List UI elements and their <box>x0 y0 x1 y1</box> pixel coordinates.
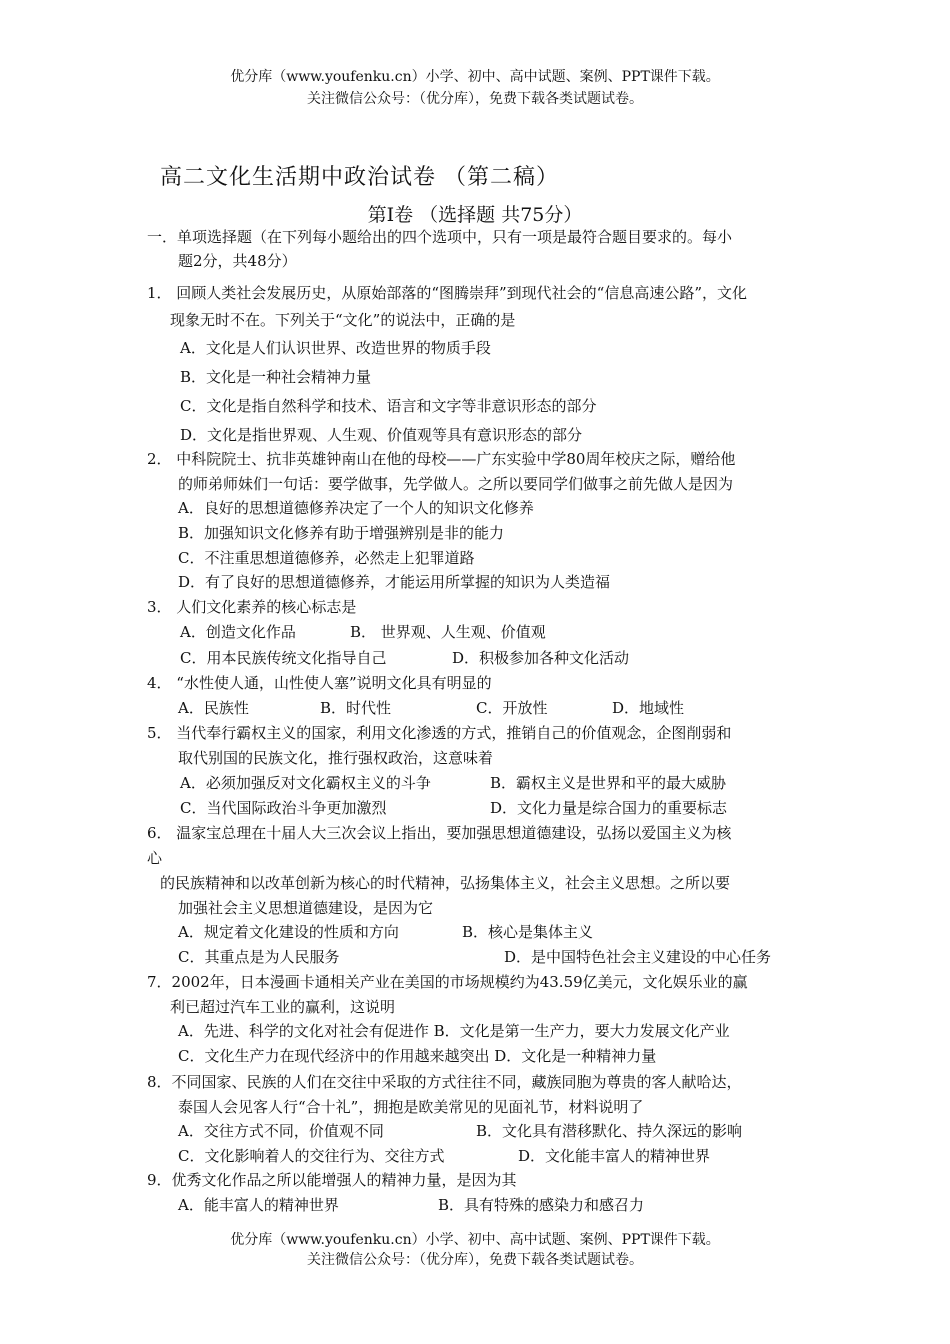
q6-option-c: C．其重点是为人民服务 <box>178 948 340 966</box>
q7-stem: 7．2002年，日本漫画卡通相关产业在美国的市场规模约为43.59亿美元，文化娱乐业的赢 <box>147 973 748 991</box>
q8-option-a: A．交往方式不同，价值观不同 <box>178 1122 384 1140</box>
q7-options-ab: A．先进、科学的文化对社会有促进作 B．文化是第一生产力，要大力发展文化产业 <box>178 1022 730 1040</box>
q2-stem: 2． 中科院院士、抗非英雄钟南山在他的母校——广东实验中学80周年校庆之际，赠给他 <box>147 450 736 468</box>
q5-option-d: D．文化力量是综合国力的重要标志 <box>490 799 728 817</box>
q8-stem-cont: 泰国人会见客人行“合十礼”，拥抱是欧美常见的见面礼节，材料说明了 <box>178 1098 644 1116</box>
header-line-1: 优分库（www.youfenku.cn）小学、初中、高中试题、案例、PPT课件下载。 <box>230 69 720 85</box>
q3-option-a: A．创造文化作品 <box>180 623 296 641</box>
q6-stem: 6． 温家宝总理在十届人大三次会议上指出，要加强思想道德建设，弘扬以爱国主义为核 <box>147 824 732 842</box>
q8-option-d: D．文化能丰富人的精神世界 <box>518 1147 711 1165</box>
q1-option-b: B．文化是一种社会精神力量 <box>180 368 372 386</box>
header-line-2: 关注微信公众号：（优分库），免费下载各类试题试卷。 <box>307 91 643 107</box>
q2-stem-cont: 的师弟师妹们一句话：要学做事，先学做人。之所以要同学们做事之前先做人是因为 <box>178 475 734 493</box>
q5-stem-cont: 取代别国的民族文化，推行强权政治，这意味着 <box>178 749 494 767</box>
section-instruction-cont: 题2分，共48分） <box>178 252 297 270</box>
q8-stem: 8．不同国家、民族的人们在交往中采取的方式往往不同，藏族同胞为尊贵的客人献哈达， <box>147 1073 742 1091</box>
q6-option-d: D．是中国特色社会主义建设的中心任务 <box>504 948 772 966</box>
q8-option-c: C．文化影响着人的交往行为、交往方式 <box>178 1147 445 1165</box>
q4-option-d: D．地域性 <box>612 699 685 717</box>
q7-stem-cont: 利已超过汽车工业的赢利，这说明 <box>170 998 396 1016</box>
part-title: 第Ⅰ卷 （选择题 共75分） <box>367 204 583 226</box>
q4-option-b: B．时代性 <box>320 699 392 717</box>
q1-option-a: A．文化是人们认识世界、改造世界的物质手段 <box>180 339 491 357</box>
q5-option-b: B．霸权主义是世界和平的最大威胁 <box>490 774 727 792</box>
q2-option-b: B．加强知识文化修养有助于增强辨别是非的能力 <box>178 524 505 542</box>
q4-option-a: A．民族性 <box>178 699 249 717</box>
q2-option-d: D．有了良好的思想道德修养，才能运用所掌握的知识为人类造福 <box>178 573 611 591</box>
q7-options-cd: C．文化生产力在现代经济中的作用越来越突出 D．文化是一种精神力量 <box>178 1047 657 1065</box>
q4-stem: 4． “水性使人通，山性使人塞”说明文化具有明显的 <box>147 674 492 692</box>
q2-option-c: C．不注重思想道德修养，必然走上犯罪道路 <box>178 549 475 567</box>
q8-option-b: B．文化具有潜移默化、持久深远的影响 <box>476 1122 743 1140</box>
q6-option-b: B．核心是集体主义 <box>462 923 594 941</box>
q6-option-a: A．规定着文化建设的性质和方向 <box>178 923 399 941</box>
q9-option-a: A．能丰富人的精神世界 <box>178 1196 339 1214</box>
q3-option-d: D．积极参加各种文化活动 <box>452 649 630 667</box>
q3-option-c: C．用本民族传统文化指导自己 <box>180 649 387 667</box>
footer-line-2: 关注微信公众号：（优分库），免费下载各类试题试卷。 <box>307 1252 643 1268</box>
q1-option-d: D．文化是指世界观、人生观、价值观等具有意识形态的部分 <box>180 426 583 444</box>
q3-option-b: B． 世界观、人生观、价值观 <box>350 623 546 641</box>
q6-stem-wrap: 心 <box>147 849 163 867</box>
q6-stem-cont-2: 加强社会主义思想道德建设，是因为它 <box>178 899 434 917</box>
q1-stem-cont: 现象无时不在。下列关于“文化”的说法中，正确的是 <box>170 311 516 329</box>
q2-option-a: A．良好的思想道德修养决定了一个人的知识文化修养 <box>178 499 534 517</box>
q4-option-c: C．开放性 <box>476 699 548 717</box>
q1-stem: 1． 回顾人类社会发展历史，从原始部落的“图腾崇拜”到现代社会的“信息高速公路”，文化 <box>147 284 747 302</box>
footer-line-1: 优分库（www.youfenku.cn）小学、初中、高中试题、案例、PPT课件下载。 <box>230 1232 720 1248</box>
q1-option-c: C．文化是指自然科学和技术、语言和文字等非意识形态的部分 <box>180 397 597 415</box>
q9-option-b: B．具有特殊的感染力和感召力 <box>438 1196 645 1214</box>
q3-stem: 3． 人们文化素养的核心标志是 <box>147 598 357 616</box>
q5-option-c: C．当代国际政治斗争更加激烈 <box>180 799 387 817</box>
section-instruction: 一．单项选择题（在下列每小题给出的四个选项中，只有一项是最符合题目要求的。每小 <box>147 228 733 246</box>
q6-stem-cont: 的民族精神和以改革创新为核心的时代精神，弘扬集体主义，社会主义思想。之所以要 <box>160 874 731 892</box>
q5-stem: 5． 当代奉行霸权主义的国家，利用文化渗透的方式，推销自己的价值观念，企图削弱和 <box>147 724 732 742</box>
q9-stem: 9．优秀文化作品之所以能增强人的精神力量，是因为其 <box>147 1171 517 1189</box>
exam-title: 高二文化生活期中政治试卷 （第二稿） <box>160 165 559 190</box>
q5-option-a: A．必须加强反对文化霸权主义的斗争 <box>180 774 431 792</box>
